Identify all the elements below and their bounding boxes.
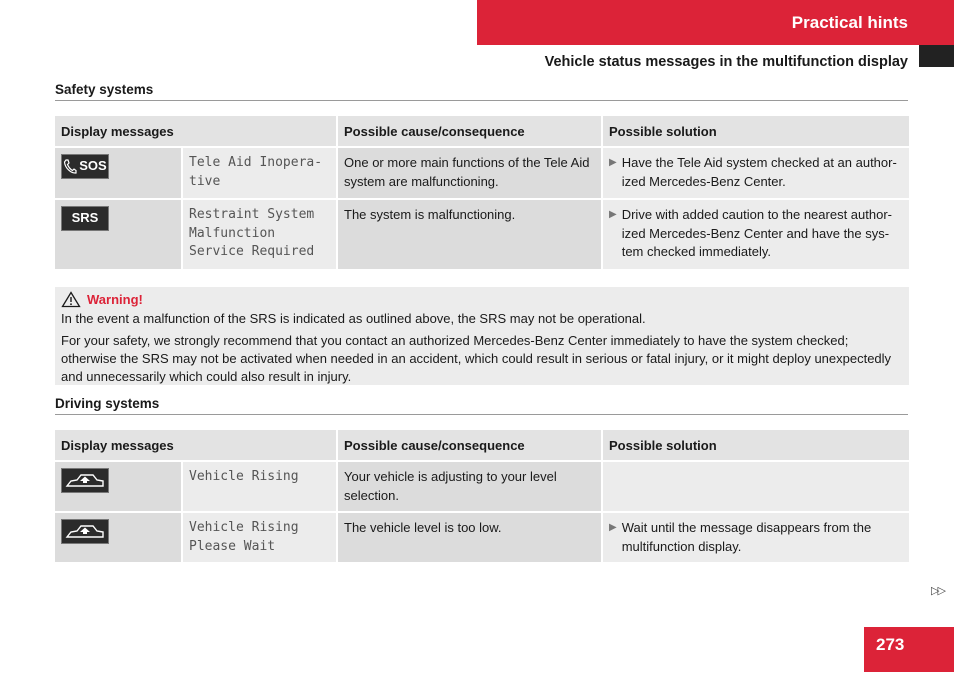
display-message: Vehicle Rising: [182, 461, 337, 512]
possible-solution: ▶ Wait until the message disappears from the multifunction display.: [602, 512, 909, 562]
possible-cause: The system is malfunctioning.: [337, 199, 602, 269]
safety-systems-heading: Safety systems: [55, 82, 908, 101]
column-header-display: Display messages: [55, 116, 337, 147]
continue-arrows-icon: ▷▷: [931, 585, 944, 597]
warning-triangle-icon: [61, 291, 81, 308]
warning-text: For your safety, we strongly recommend that you contact an authorized Mercedes-Benz Center immediately to have the system checked; otherwise the SRS may not be activated when needed in an accident, which could result in serious or fatal injury, or it might deploy unexpectedly and unnecessarily which could also result in injury.: [61, 333, 892, 384]
column-header-cause: Possible cause/consequence: [337, 430, 602, 461]
phone-icon: [63, 159, 77, 175]
safety-systems-table: [55, 116, 909, 269]
phone-sos-icon: [61, 154, 109, 179]
warning-title: Warning!: [87, 292, 143, 307]
sos-label: SOS: [79, 158, 107, 174]
possible-cause: One or more main functions of the Tele Aid system are malfunctioning.: [337, 147, 602, 199]
vehicle-rising-icon: [61, 468, 109, 493]
warning-text: In the event a malfunction of the SRS is indicated as outlined above, the SRS may not be operational.: [61, 311, 646, 326]
table-row: [55, 512, 909, 562]
possible-cause: Your vehicle is adjusting to your level selection.: [337, 461, 602, 512]
column-header-solution: Possible solution: [602, 430, 909, 461]
column-header-display: Display messages: [55, 430, 337, 461]
chapter-title: Practical hints: [477, 0, 954, 45]
bullet-arrow-icon: ▶: [609, 522, 617, 533]
display-message: Restraint System Malfunction Service Required: [182, 199, 337, 269]
possible-cause: The vehicle level is too low.: [337, 512, 602, 562]
column-header-cause: Possible cause/consequence: [337, 116, 602, 147]
display-message: Tele Aid Inopera- tive: [182, 147, 337, 199]
page-subtitle: Vehicle status messages in the multifunction display: [544, 54, 908, 70]
possible-solution: ▶ Have the Tele Aid system checked at an author-ized Mercedes-Benz Center.: [602, 147, 909, 199]
warning-box: [55, 287, 909, 385]
table-row: [55, 199, 909, 269]
driving-systems-heading: Driving systems: [55, 396, 908, 415]
bullet-arrow-icon: ▶: [609, 157, 617, 168]
column-header-solution: Possible solution: [602, 116, 909, 147]
table-row: [55, 461, 909, 512]
possible-solution: [602, 461, 909, 512]
vehicle-rising-icon: [61, 519, 109, 544]
srs-icon: SRS: [61, 206, 109, 231]
possible-solution: ▶ Drive with added caution to the nearest author-ized Mercedes-Benz Center and have the sys-tem checked immediately.: [602, 199, 909, 269]
display-message: Vehicle Rising Please Wait: [182, 512, 337, 562]
driving-systems-table: [55, 430, 909, 562]
table-row: [55, 147, 909, 199]
chapter-tab: [919, 45, 954, 67]
bullet-arrow-icon: ▶: [609, 209, 617, 220]
page-number: 273: [864, 627, 954, 672]
